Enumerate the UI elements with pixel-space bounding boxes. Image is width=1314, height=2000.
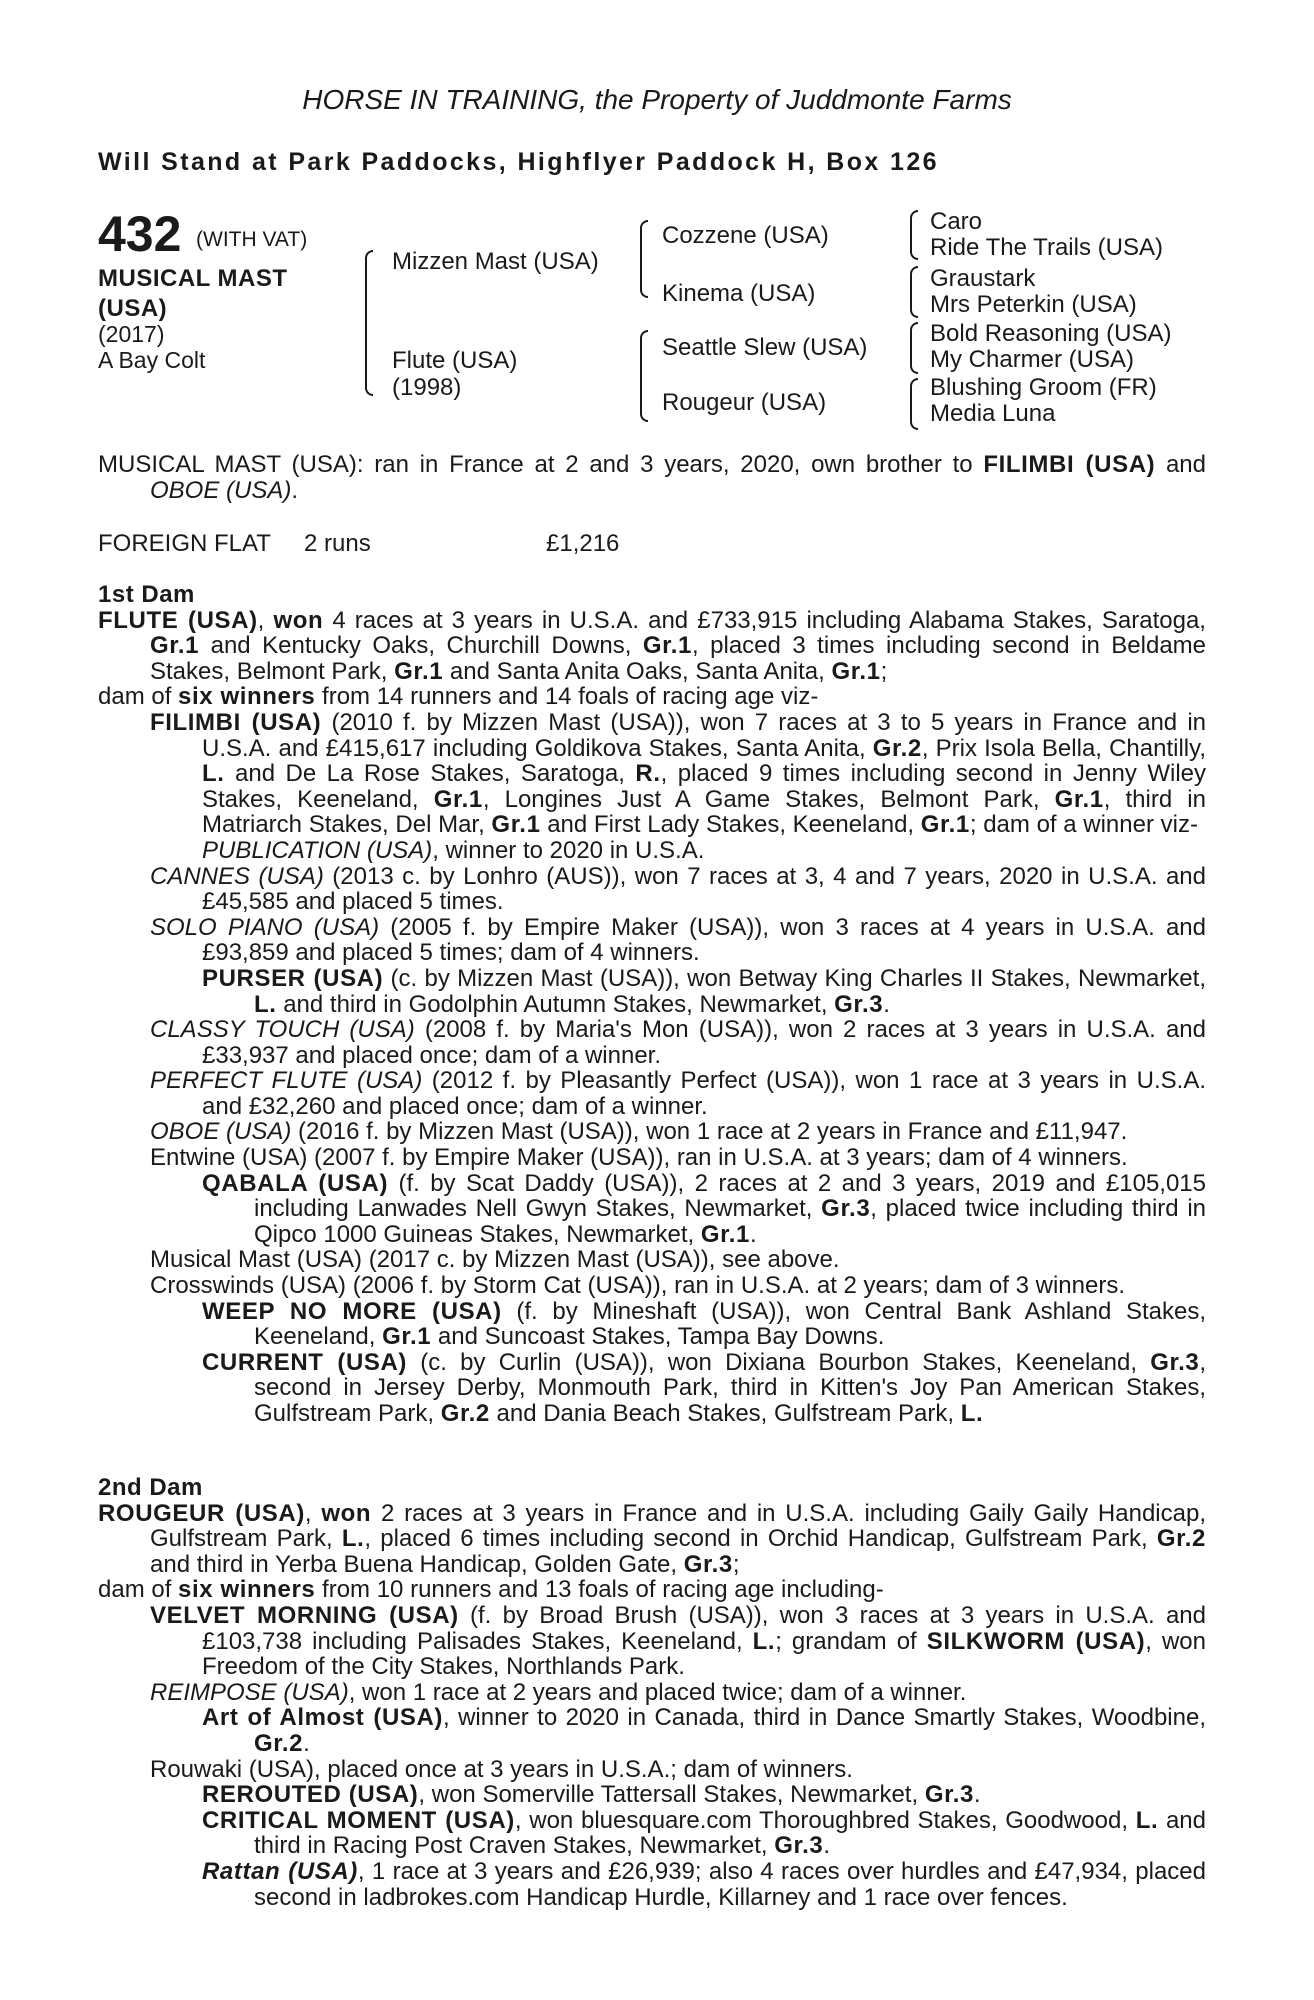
pedigree-gen3-item: Ride The Trails (USA) xyxy=(930,234,1163,261)
pedigree-brace xyxy=(910,322,918,374)
pedigree-brace xyxy=(640,220,648,298)
produce-entry: Art of Almost (USA), winner to 2020 in Canada, third in Dance Smartly Stakes, Woodbine, Gr.2. xyxy=(202,1704,1206,1757)
pedigree-gen3-item: Blushing Groom (FR) xyxy=(930,374,1157,401)
produce-entry: CURRENT (USA) (c. by Curlin (USA)), won Dixiana Bourbon Stakes, Keeneland, Gr.3, second in Jersey Derby, Monmouth Park, third in Kitten's Joy Pan American Stakes, Gulfstream Park, Gr.2 and Dania Beach Stakes, Gulfstream Park, L. xyxy=(202,1348,1206,1427)
pedigree-brace xyxy=(365,250,373,396)
pedigree-sire-dam: Kinema (USA) xyxy=(662,280,816,307)
produce-entry: OBOE (USA) (2016 f. by Mizzen Mast (USA)), won 1 race at 2 years in France and £11,947. xyxy=(150,1118,1128,1146)
horse-name-line1: MUSICAL MAST xyxy=(98,265,288,292)
pedigree-dam-dam: Rougeur (USA) xyxy=(662,389,827,416)
produce-entry: Crosswinds (USA) (2006 f. by Storm Cat (USA)), ran in U.S.A. at 2 years; dam of 3 winners. xyxy=(150,1272,1125,1300)
dam-produce-summary: dam of six winners from 14 runners and 14 foals of racing age viz- xyxy=(98,683,819,711)
dam-record: ROUGEUR (USA), won 2 races at 3 years in France and in U.S.A. including Gaily Gaily Handicap, Gulfstream Park, L., placed 6 times including second in Orchid Handicap, Gulfstream Park, Gr.2 and third in Yerba Buena Handicap, Golden Gate, Gr.3; xyxy=(98,1499,1206,1578)
record-prize: £1,216 xyxy=(546,530,620,557)
horse-name xyxy=(98,264,288,324)
pedigree-gen3-item: Mrs Peterkin (USA) xyxy=(930,291,1137,318)
produce-entry: Entwine (USA) (2007 f. by Empire Maker (USA)), ran in U.S.A. at 3 years; dam of 4 winners. xyxy=(150,1144,1128,1172)
pedigree-brace xyxy=(910,378,918,430)
produce-entry: REIMPOSE (USA), won 1 race at 2 years and placed twice; dam of a winner. xyxy=(150,1678,967,1706)
record-label: FOREIGN FLAT xyxy=(98,530,271,557)
foaling-year: (2017) xyxy=(98,321,165,347)
pedigree-gen3-item: My Charmer (USA) xyxy=(930,346,1135,373)
produce-entry: WEEP NO MORE (USA) (f. by Mineshaft (USA)), won Central Bank Ashland Stakes, Keeneland, Gr.1 and Suncoast Stakes, Tampa Bay Downs. xyxy=(202,1297,1207,1351)
horse-name-line2: (USA) xyxy=(98,295,168,322)
produce-entry: PUBLICATION (USA), winner to 2020 in U.S.A. xyxy=(202,836,705,864)
produce-entry: Rattan (USA), 1 race at 3 years and £26,939; also 4 races over hurdles and £47,934, placed second in ladbrokes.com Handicap Hurdle, Killarney and 1 race over fences. xyxy=(202,1857,1207,1911)
first-dam-section xyxy=(98,582,1206,1427)
produce-entry: CLASSY TOUCH (USA) (2008 f. by Maria's Mon (USA)), won 2 races at 3 years in U.S.A. and £33,937 and placed once; dam of a winner. xyxy=(150,1016,1206,1069)
produce-entry: FILIMBI (USA) (2010 f. by Mizzen Mast (USA)), won 7 races at 3 to 5 years in France and in U.S.A. and £415,617 including Goldikova Stakes, Santa Anita, Gr.2, Prix Isola Bella, Chantilly, L. and De La Rose Stakes, Saratoga, R., placed 9 times including second in Jenny Wiley Stakes, Keeneland, Gr.1, Longines Just A Game Stakes, Belmont Park, Gr.1, third in Matriarch Stakes, Del Mar, Gr.1 and First Lady Stakes, Keeneland, Gr.1; dam of a winner viz- xyxy=(150,708,1207,839)
pedigree-dam: Flute (USA) xyxy=(392,347,518,374)
pedigree-brace xyxy=(910,266,918,318)
pedigree-gen3-item: Media Luna xyxy=(930,400,1056,427)
pedigree-gen3-item: Bold Reasoning (USA) xyxy=(930,320,1172,347)
section-heading: 2nd Dam xyxy=(98,1474,203,1501)
produce-entry: PERFECT FLUTE (USA) (2012 f. by Pleasantly Perfect (USA)), won 1 race at 3 years in U.S.A. and £32,260 and placed once; dam of a winner. xyxy=(150,1067,1206,1120)
produce-entry: Musical Mast (USA) (2017 c. by Mizzen Mast (USA)), see above. xyxy=(150,1246,840,1274)
pedigree-dam-sire: Seattle Slew (USA) xyxy=(662,334,868,361)
second-dam-section xyxy=(98,1475,1206,1910)
pedigree-dam-year: (1998) xyxy=(392,374,462,401)
produce-entry: PURSER (USA) (c. by Mizzen Mast (USA)), won Betway King Charles II Stakes, Newmarket, L. and third in Godolphin Autumn Stakes, Newmarket, Gr.3. xyxy=(202,964,1206,1018)
page-title: HORSE IN TRAINING, the Property of Juddmonte Farms xyxy=(302,84,1012,115)
summary-paragraph: MUSICAL MAST (USA): ran in France at 2 and 3 years, 2020, own brother to FILIMBI (USA) and OBOE (USA). xyxy=(98,451,1206,504)
produce-entry: REROUTED (USA), won Somerville Tattersall Stakes, Newmarket, Gr.3. xyxy=(202,1781,981,1809)
pedigree-sire: Mizzen Mast (USA) xyxy=(392,248,599,275)
produce-entry: Rouwaki (USA), placed once at 3 years in U.S.A.; dam of winners. xyxy=(150,1755,853,1783)
dam-produce-summary: dam of six winners from 10 runners and 13 foals of racing age including- xyxy=(98,1576,884,1604)
lot-number: 432 xyxy=(98,206,182,262)
section-heading: 1st Dam xyxy=(98,581,195,608)
pedigree-brace xyxy=(910,210,918,260)
stand-location: Will Stand at Park Paddocks, Highflyer Paddock H, Box 126 xyxy=(98,148,939,176)
produce-entry: SOLO PIANO (USA) (2005 f. by Empire Maker (USA)), won 3 races at 4 years in U.S.A. and £93,859 and placed 5 times; dam of 4 winners. xyxy=(150,913,1207,967)
produce-entry: CRITICAL MOMENT (USA), won bluesquare.com Thoroughbred Stakes, Goodwood, L. and third in Racing Post Craven Stakes, Newmarket, Gr.3. xyxy=(202,1806,1206,1860)
race-summary xyxy=(98,452,1206,503)
horse-description: A Bay Colt xyxy=(98,347,206,373)
record-runs: 2 runs xyxy=(304,530,371,557)
produce-entry: CANNES (USA) (2013 c. by Lonhro (AUS)), won 7 races at 3, 4 and 7 years, 2020 in U.S.A. and £45,585 and placed 5 times. xyxy=(150,862,1206,916)
vat-note: (WITH VAT) xyxy=(196,228,308,251)
pedigree-gen3-item: Graustark xyxy=(930,265,1036,292)
dam-record: FLUTE (USA), won 4 races at 3 years in U.S.A. and £733,915 including Alabama Stakes, Saratoga, Gr.1 and Kentucky Oaks, Churchill Downs, Gr.1, placed 3 times including second in Beldame Stakes, Belmont Park, Gr.1 and Santa Anita Oaks, Santa Anita, Gr.1; xyxy=(98,606,1207,685)
pedigree-sire-sire: Cozzene (USA) xyxy=(662,222,829,249)
pedigree-brace xyxy=(640,330,648,422)
produce-entry: VELVET MORNING (USA) (f. by Broad Brush (USA)), won 3 races at 3 years in U.S.A. and £103,738 including Palisades Stakes, Keeneland, L.; grandam of SILKWORM (USA), won Freedom of the City Stakes, Northlands Park. xyxy=(150,1601,1206,1681)
pedigree-gen3-item: Caro xyxy=(930,208,983,235)
produce-entry: QABALA (USA) (f. by Scat Daddy (USA)), 2 races at 2 and 3 years, 2019 and £105,015 including Lanwades Nell Gwyn Stakes, Newmarket, Gr.3, placed twice including third in Qipco 1000 Guineas Stakes, Newmarket, Gr.1. xyxy=(202,1169,1207,1248)
